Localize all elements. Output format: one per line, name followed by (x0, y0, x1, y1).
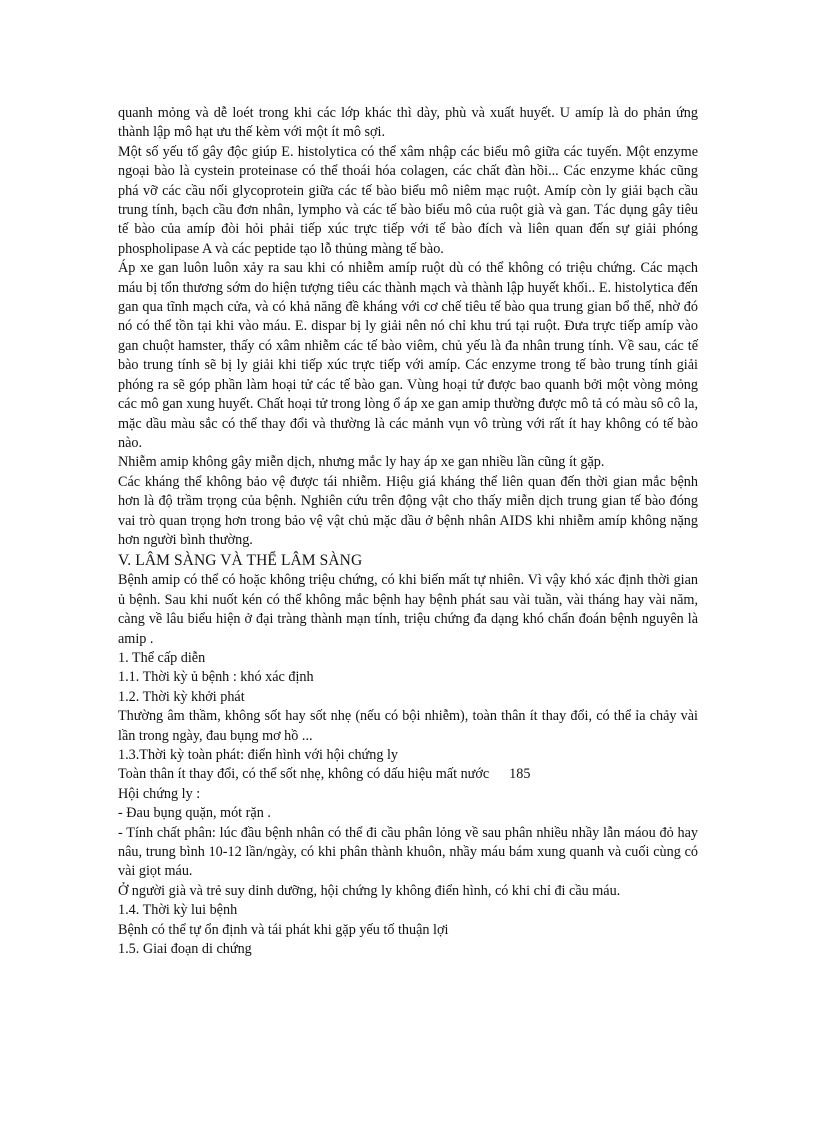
para-antibodies: Các kháng thể không bảo vệ được tái nhiễm. Hiệu giá kháng thể liên quan đến thời gian mắc bệnh hơn là độ trầm trọng của bệnh. Nghiên cứu trên động vật cho thấy miễn dịch trung gian tế bào đóng vai trò quan trọng hơn trong bảo vệ vật chủ mặc dầu ở bệnh nhân AIDS khi nhiễm amíp không nặng hơn người bình thường. (118, 473, 698, 548)
section-heading: V. LÂM SÀNG VÀ THỂ LÂM SÀNG (118, 552, 363, 570)
item-acute-form: 1. Thể cấp diễn (118, 649, 206, 666)
item-onset-desc: Thường âm thầm, không sốt hay sốt nhẹ (nếu có bội nhiễm), toàn thân ít thay đổi, có thể ỉa chảy vài lần trong ngày, đau bụng mơ hồ ... (118, 708, 698, 744)
para-ulcer-wall: quanh mỏng và dễ loét trong khi các lớp khác thì dày, phù và xuất huyết. U amíp là do phản ứng thành lập mô hạt ưu thế kèm với một ít mô sợi. (118, 105, 698, 141)
clinical-intro: Bệnh amip có thể có hoặc không triệu chứng, có khi biến mất tự nhiên. Vì vậy khó xác định thời gian ủ bệnh. Sau khi nuốt kén có thể không mắc bệnh hay bệnh phát sau vài tuần, vài tháng hay vài năm, càng về lâu biểu hiện ở đại tràng thành mạn tính, triệu chứng đa dạng khó chẩn đoán bệnh nguyên là amip . (118, 572, 698, 647)
para-immunity-note: Nhiễm amip không gây miễn dịch, nhưng mắc ly hay áp xe gan nhiều lần cũng ít gặp. (118, 454, 605, 471)
item-stool-nature: - Tính chất phân: lúc đầu bệnh nhân có thể đi cầu phân lỏng về sau phân nhiều nhầy lẫn máou đỏ hay nâu, trung bình 10-12 lần/ngày, có khi phân thành khuôn, nhầy máu bám xung quanh và cuối cùng có vài giọt máu. (118, 824, 698, 880)
item-dysentery-syndrome: Hội chứng ly : (118, 785, 201, 802)
item-cramps: - Đau bụng quặn, mót rặn . (118, 805, 271, 822)
item-regression-desc: Bệnh có thể tự ổn định và tái phát khi gặp yếu tố thuận lợi (118, 921, 449, 938)
item-elderly: Ở người già và trẻ suy dinh dưỡng, hội chứng ly không điển hình, có khi chỉ đi cầu máu. (118, 882, 621, 899)
general-line: Toàn thân ít thay đổi, có thể sốt nhẹ, không có dấu hiệu mất nước (118, 766, 490, 783)
document-page (118, 104, 698, 959)
item-sequelae: 1.5. Giai đoạn di chứng (118, 941, 252, 958)
item-full-stage: 1.3.Thời kỳ toàn phát: điển hình với hội chứng ly (118, 747, 399, 763)
general-line-with-page-number (118, 765, 698, 784)
item-onset: 1.2. Thời kỳ khởi phát (118, 688, 245, 705)
item-regression: 1.4. Thời kỳ lui bệnh (118, 902, 238, 919)
para-virulence-factors: Một số yếu tố gây độc giúp E. histolytica có thể xâm nhập các biểu mô giữa các tuyến. Một enzyme ngoại bào là cystein proteinase có thể thoái hóa colagen, các chất đàn hồi... Các enzyme khác cũng phá vỡ các cầu nối glycoprotein giữa các tế bào biểu mô niêm mạc ruột. Amíp còn ly giải bạch cầu trung tính, bạch cầu đơn nhân, lympho và các tế bào biểu mô của ruột già và gan. Tác dụng gây tiêu tế bào của amíp đòi hỏi phải tiếp xúc trực tiếp với tế bào đích và liên quan đến sự giải phóng phospholipase A và các peptide tạo lỗ thủng màng tế bào. (118, 143, 698, 257)
item-incubation: 1.1. Thời kỳ ủ bệnh : khó xác định (118, 669, 314, 686)
page-number: 185 (509, 766, 531, 783)
para-liver-abscess: Áp xe gan luôn luôn xảy ra sau khi có nhiễm amíp ruột dù có thể không có triệu chứng. Các mạch máu bị tổn thương sớm do hiện tượng tiêu các thành mạch và thành lập huyết khối.. E. histolytica đến gan qua tĩnh mạch cửa, và có khả năng đề kháng với cơ chế tiêu tế bào qua trung gian bổ thể, nhờ đó nó có thể tồn tại khi vào máu. E. dispar bị ly giải nên nó chỉ khu trú tại ruột. Đưa trực tiếp amíp vào gan chuột hamster, thấy có xâm nhiễm các tế bào viêm, chủ yếu là đa nhân trung tính. Về sau, các tế bào trung tính sẽ bị ly giải khi tiếp xúc trực tiếp với amíp. Các enzyme trong tế bào trung tính giải phóng ra sẽ góp phần làm hoại tử các tế bào gan. Vùng hoại tử được bao quanh bởi một vòng mỏng các mô gan xung huyết. Chất hoại tử trong lòng ổ áp xe gan amip thường được mô tả có màu sô cô la, mặc dầu màu sắc có thể thay đổi và thường là các mảnh vụn vô trùng với rất ít hay không có tế bào nào. (118, 260, 698, 451)
